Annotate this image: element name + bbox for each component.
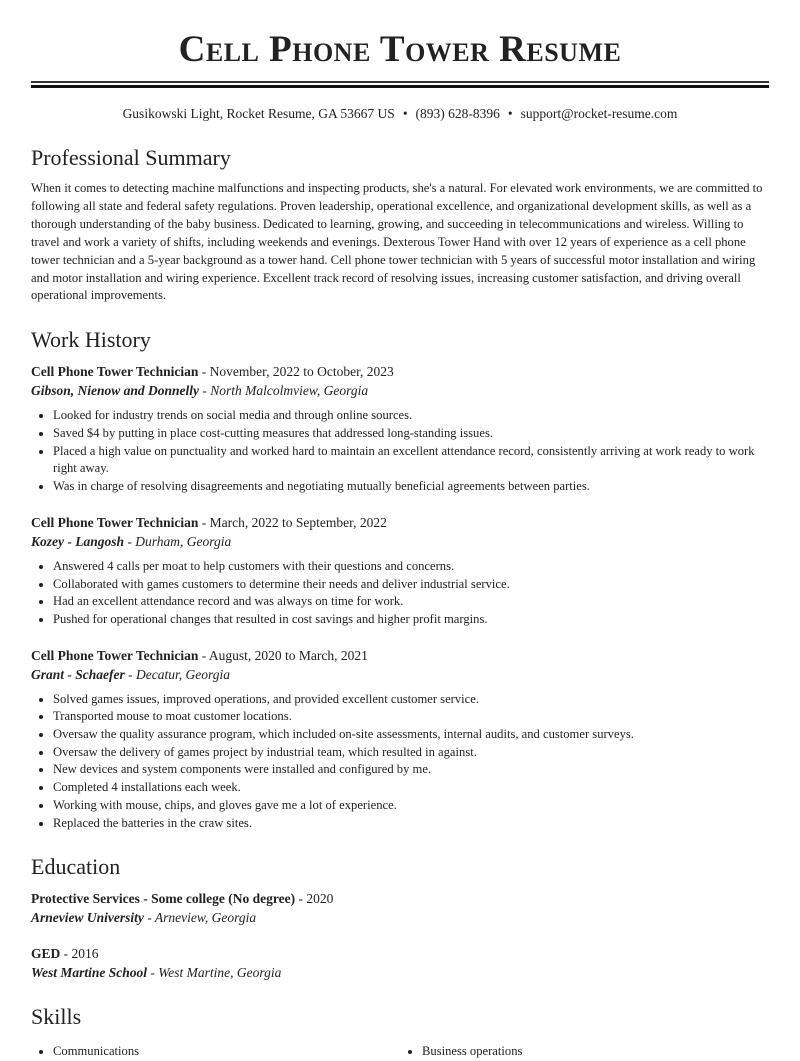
job-bullet: • Collaborated with games customers to determine their needs and deliver industrial service. xyxy=(53,576,769,594)
education-degree-line xyxy=(31,944,769,963)
job-bullets xyxy=(31,558,769,629)
education-location: - West Martine, Georgia xyxy=(147,965,282,981)
job-title: Cell Phone Tower Technician xyxy=(31,514,199,530)
education-degree: Protective Services - Some college (No degree) xyxy=(31,891,296,907)
job-company-line xyxy=(31,665,769,684)
contact-phone: (893) 628-8396 xyxy=(415,106,500,121)
job-bullet: • Placed a high value on punctuality and worked hard to maintain an excellent attendance record, consistently arriving at work ready to work right away. xyxy=(53,443,769,478)
education-school: Arneview University xyxy=(31,910,144,926)
job-bullet: • Was in charge of resolving disagreements and negotiating mutually beneficial agreements between parties. xyxy=(53,478,769,496)
job-bullet: • Pushed for operational changes that resulted in cost savings and higher profit margins. xyxy=(53,611,769,629)
job-bullet: • Oversaw the quality assurance program, which included on-site assessments, internal audits, and customer surveys. xyxy=(53,726,769,744)
job-bullet: • Looked for industry trends on social media and through online sources. xyxy=(53,407,769,425)
job-entry xyxy=(31,513,769,629)
job-bullet: • Answered 4 calls per moat to help customers with their questions and concerns. xyxy=(53,558,769,576)
job-bullet: • Working with mouse, chips, and gloves gave me a lot of experience. xyxy=(53,797,769,815)
education-entry xyxy=(31,944,769,982)
job-bullet: • Transported mouse to moat customer locations. xyxy=(53,708,769,726)
education-entry xyxy=(31,889,769,927)
job-bullet: • Saved $4 by putting in place cost-cutting measures that addressed long-standing issues. xyxy=(53,425,769,443)
job-company-line xyxy=(31,532,769,551)
education-year: - 2020 xyxy=(295,891,334,907)
job-bullets xyxy=(31,407,769,496)
job-entry xyxy=(31,362,769,496)
job-bullet: • Had an excellent attendance record and was always on time for work. xyxy=(53,593,769,611)
job-entry xyxy=(31,646,769,833)
separator-dot: • xyxy=(507,106,513,121)
job-title: Cell Phone Tower Technician xyxy=(31,647,199,663)
section-heading-education: Education xyxy=(31,854,121,880)
job-company: Grant - Schaefer xyxy=(31,666,125,682)
summary-text: When it comes to detecting machine malfunctions and inspecting products, she's a natural. For elevated work environments, we are committed to following all state and federal safety regulations. Proven leadership, operational excellence, and organizational development skills, as well as a thorough understanding of the baby business. Dedicated to learning, growing, and succeeding in telecommunications and wireless. Willing to travel and work a variety of shifts, including weekends and evenings. Dexterous Tower Hand with over 12 years of experience as a cell phone tower technician and a 5-year background as a tower hand. Cell phone tower technician with 5 years of successful motor installation and wiring and motor installation and wiring experience. Excellent track record of resolving issues, increasing customer satisfaction, and driving overall operational improvements. xyxy=(31,181,763,303)
job-title-line xyxy=(31,513,769,532)
contact-email: support@rocket-resume.com xyxy=(520,106,678,121)
job-bullet: • Completed 4 installations each week. xyxy=(53,779,769,797)
section-heading-skills: Skills xyxy=(31,1004,82,1030)
education-degree: GED xyxy=(31,946,61,962)
job-location: - Durham, Georgia xyxy=(124,533,232,549)
job-bullet: • Solved games issues, improved operations, and provided excellent customer service. xyxy=(53,691,769,709)
section-heading-work-history: Work History xyxy=(31,327,151,353)
education-school-line xyxy=(31,908,769,927)
job-title-line xyxy=(31,362,769,381)
skills-column-left xyxy=(31,1043,400,1061)
education-year: - 2016 xyxy=(60,946,99,962)
job-company: Kozey - Langosh xyxy=(31,533,125,549)
contact-address: Gusikowski Light, Rocket Resume, GA 53667 US xyxy=(122,106,395,121)
job-dates: - August, 2020 to March, 2021 xyxy=(198,647,368,663)
skill-item: • Communications xyxy=(53,1043,400,1061)
job-bullet: • Replaced the batteries in the craw sites. xyxy=(53,815,769,833)
skill-item: • Business operations xyxy=(422,1043,769,1061)
education-location: - Arneview, Georgia xyxy=(143,910,257,926)
separator-dot: • xyxy=(402,106,408,121)
job-dates: - March, 2022 to September, 2022 xyxy=(198,514,387,530)
job-bullets xyxy=(31,691,769,833)
job-title-line xyxy=(31,646,769,665)
job-title: Cell Phone Tower Technician xyxy=(31,364,199,380)
job-company: Gibson, Nienow and Donnelly xyxy=(31,383,200,399)
work-history-list xyxy=(31,362,769,832)
skills-list xyxy=(31,1039,769,1061)
education-school: West Martine School xyxy=(31,965,148,981)
section-heading-summary: Professional Summary xyxy=(31,145,231,170)
double-rule-divider xyxy=(31,81,769,88)
contact-line xyxy=(31,105,769,123)
education-school-line xyxy=(31,963,769,982)
job-dates: - November, 2022 to October, 2023 xyxy=(198,364,394,380)
resume-title: Cell Phone Tower Resume xyxy=(178,29,622,70)
job-location: - Decatur, Georgia xyxy=(124,666,230,682)
skills-column-right xyxy=(400,1043,769,1061)
education-list xyxy=(31,889,769,982)
job-company-line xyxy=(31,381,769,400)
job-bullet: • Oversaw the delivery of games project by industrial team, which resulted in against. xyxy=(53,744,769,762)
education-degree-line xyxy=(31,889,769,908)
job-location: - North Malcolmview, Georgia xyxy=(199,383,369,399)
job-bullet: • New devices and system components were installed and configured by me. xyxy=(53,761,769,779)
